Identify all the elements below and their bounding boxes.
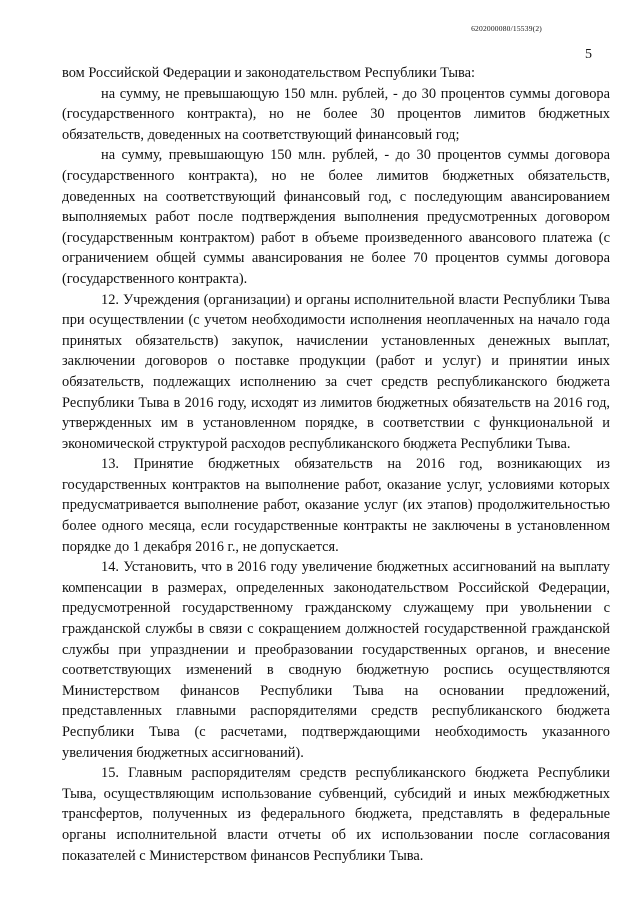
paragraph-item-14: 14. Установить, что в 2016 году увеличение бюджетных ассигнований на выплату компенсации в размерах, определенных законодательством Российской Федерации, предусмотренной государственному гражданскому служащему при увольнении с гражданской службы в связи с сокращением должностей государственной гражданской службы при упразднении и преобразовании государственных органов, и внесение соответствующих изменений в сводную бюджетную роспись осуществляются Министерством финансов Республики Тыва на основании предложений, представленных главными распорядителями средств республиканского бюджета Республики Тыва (с расчетами, подтверждающими необходимость указанного увеличения бюджетных ассигнований). xyxy=(62,559,610,761)
paragraph-item-12: 12. Учреждения (организации) и органы исполнительной власти Республики Тыва при осуществлении (с учетом необходимости исполнения неоплаченных на начало года принятых обязательств) закупок, начислении установленных денежных выплат, заключении договоров о поставке продукции (работ и услуг) и принятии иных обязательств, подлежащих исполнению за счет средств республиканского бюджета Республики Тыва в 2016 году, исходят из лимитов бюджетных обязательств на 2016 год, утвержденных им в установленном порядке, в соответствии с функциональной и экономической структурой расходов республиканского бюджета Республики Тыва. xyxy=(62,291,610,452)
document-body xyxy=(62,63,610,866)
paragraph-over-150m: на сумму, превышающую 150 млн. рублей, - до 30 процентов суммы договора (государственного контракта), но не более лимитов бюджетных обязательств, доведенных на соответствующий финансовый год, с последующим авансированием выполняемых работ после подтверждения выполнения предусмотренных договором (государственным контрактом) работ в объеме произведенного авансового платежа (с ограничением общей суммы авансирования не более 70 процентов суммы договора (государственного контракта). xyxy=(62,147,610,287)
paragraph-item-13: 13. Принятие бюджетных обязательств на 2016 год, возникающих из государственных контрактов на выполнение работ, оказание услуг, условиями которых предусматривается выполнение работ, оказание услуг (их этапов) продолжительностью более одного месяца, если государственные контракты не заключены в установленном порядке до 1 декабря 2016 г., не допускается. xyxy=(62,456,610,555)
document-id: 6202000080/15539(2) xyxy=(471,24,542,33)
paragraph-item-15: 15. Главным распорядителям средств республиканского бюджета Республики Тыва, осуществляющим использование субвенций, субсидий и иных межбюджетных трансфертов, полученных из федерального бюджета, представлять в федеральные органы исполнительной власти отчеты об их использовании после согласования показателей с Министерством финансов Республики Тыва. xyxy=(62,765,610,864)
paragraph-continuation: вом Российской Федерации и законодательством Республики Тыва: xyxy=(62,65,475,81)
page-number: 5 xyxy=(585,47,592,62)
paragraph-under-150m: на сумму, не превышающую 150 млн. рублей, - до 30 процентов суммы договора (государственного контракта), но не более 30 процентов лимитов бюджетных обязательств, доведенных на соответствующий финансовый год; xyxy=(62,85,610,143)
